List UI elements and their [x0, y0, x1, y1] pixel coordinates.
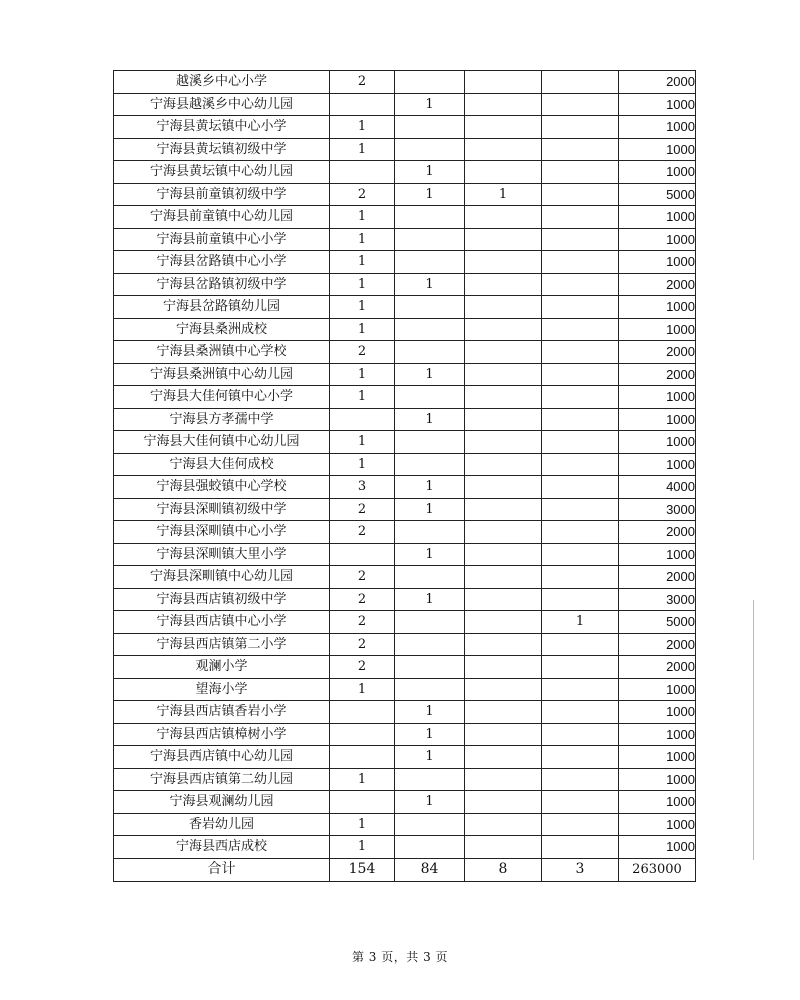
count-cell-2: 1: [395, 408, 465, 431]
school-name-cell: 宁海县西店镇樟树小学: [114, 723, 330, 746]
count-cell-3: [465, 363, 542, 386]
count-cell-1: 1: [330, 363, 395, 386]
amount-cell: 1000: [619, 723, 696, 746]
count-cell-4: [542, 363, 619, 386]
school-name-cell: 宁海县深甽镇初级中学: [114, 498, 330, 521]
table-row: [114, 521, 696, 544]
count-cell-4: [542, 251, 619, 274]
count-cell-3: [465, 521, 542, 544]
count-cell-3: [465, 296, 542, 319]
count-cell-3: [465, 566, 542, 589]
count-cell-1: [330, 161, 395, 184]
school-name-cell: 宁海县桑洲镇中心学校: [114, 341, 330, 364]
count-cell-4: [542, 71, 619, 94]
count-cell-2: [395, 521, 465, 544]
table-row: [114, 723, 696, 746]
table-row: [114, 498, 696, 521]
count-cell-4: [542, 701, 619, 724]
count-cell-4: [542, 588, 619, 611]
scan-edge-mark: [753, 600, 754, 860]
amount-cell: 1000: [619, 93, 696, 116]
count-cell-4: [542, 318, 619, 341]
count-cell-2: 1: [395, 498, 465, 521]
count-cell-3: [465, 476, 542, 499]
count-cell-1: [330, 408, 395, 431]
count-cell-2: [395, 206, 465, 229]
count-cell-1: 1: [330, 116, 395, 139]
amount-cell: 1000: [619, 318, 696, 341]
count-cell-3: [465, 656, 542, 679]
school-name-cell: 宁海县西店成校: [114, 836, 330, 859]
count-cell-1: 2: [330, 588, 395, 611]
count-cell-2: [395, 138, 465, 161]
count-cell-1: 2: [330, 71, 395, 94]
total-count-cell-4: 3: [542, 858, 619, 881]
count-cell-2: [395, 341, 465, 364]
count-cell-3: [465, 93, 542, 116]
table-row: [114, 701, 696, 724]
count-cell-4: [542, 116, 619, 139]
amount-cell: 1000: [619, 678, 696, 701]
school-name-cell: 宁海县岔路镇初级中学: [114, 273, 330, 296]
count-cell-3: [465, 71, 542, 94]
count-cell-3: [465, 588, 542, 611]
count-cell-4: [542, 93, 619, 116]
count-cell-3: [465, 431, 542, 454]
total-row: [114, 858, 696, 881]
count-cell-3: [465, 453, 542, 476]
count-cell-3: [465, 251, 542, 274]
count-cell-3: [465, 498, 542, 521]
total-count-cell-1: 154: [330, 858, 395, 881]
amount-cell: 1000: [619, 701, 696, 724]
count-cell-4: [542, 566, 619, 589]
school-name-cell: 宁海县观澜幼儿园: [114, 791, 330, 814]
count-cell-1: 3: [330, 476, 395, 499]
count-cell-4: [542, 476, 619, 499]
allocation-table: [113, 70, 696, 882]
school-name-cell: 宁海县西店镇中心小学: [114, 611, 330, 634]
school-name-cell: 宁海县前童镇中心小学: [114, 228, 330, 251]
count-cell-4: [542, 656, 619, 679]
school-name-cell: 宁海县桑洲成校: [114, 318, 330, 341]
count-cell-2: [395, 251, 465, 274]
count-cell-1: 2: [330, 521, 395, 544]
table-row: [114, 296, 696, 319]
count-cell-4: [542, 183, 619, 206]
count-cell-4: [542, 678, 619, 701]
school-name-cell: 宁海县大佳何镇中心幼儿园: [114, 431, 330, 454]
school-name-cell: 香岩幼儿园: [114, 813, 330, 836]
amount-cell: 1000: [619, 386, 696, 409]
amount-cell: 1000: [619, 206, 696, 229]
count-cell-1: 1: [330, 678, 395, 701]
count-cell-1: 1: [330, 273, 395, 296]
count-cell-4: [542, 746, 619, 769]
count-cell-1: 2: [330, 566, 395, 589]
amount-cell: 2000: [619, 521, 696, 544]
count-cell-4: [542, 296, 619, 319]
amount-cell: 1000: [619, 543, 696, 566]
count-cell-2: [395, 71, 465, 94]
count-cell-4: [542, 453, 619, 476]
table-row: [114, 611, 696, 634]
count-cell-1: 1: [330, 251, 395, 274]
school-name-cell: 宁海县西店镇第二小学: [114, 633, 330, 656]
school-name-cell: 宁海县西店镇中心幼儿园: [114, 746, 330, 769]
count-cell-1: 2: [330, 611, 395, 634]
school-name-cell: 宁海县前童镇中心幼儿园: [114, 206, 330, 229]
table-row: [114, 206, 696, 229]
count-cell-2: 1: [395, 183, 465, 206]
table-row: [114, 453, 696, 476]
count-cell-1: 1: [330, 431, 395, 454]
table-row: [114, 228, 696, 251]
count-cell-3: [465, 341, 542, 364]
amount-cell: 2000: [619, 273, 696, 296]
amount-cell: 1000: [619, 746, 696, 769]
count-cell-4: [542, 273, 619, 296]
count-cell-2: 1: [395, 273, 465, 296]
count-cell-1: 1: [330, 318, 395, 341]
count-cell-2: [395, 453, 465, 476]
total-amount-cell: 263000: [619, 858, 696, 881]
count-cell-3: [465, 768, 542, 791]
count-cell-4: [542, 431, 619, 454]
count-cell-4: [542, 768, 619, 791]
count-cell-3: [465, 746, 542, 769]
amount-cell: 4000: [619, 476, 696, 499]
count-cell-3: [465, 206, 542, 229]
count-cell-2: [395, 431, 465, 454]
count-cell-4: [542, 521, 619, 544]
count-cell-1: 1: [330, 296, 395, 319]
school-name-cell: 宁海县前童镇初级中学: [114, 183, 330, 206]
table-row: [114, 431, 696, 454]
total-count-cell-3: 8: [465, 858, 542, 881]
amount-cell: 2000: [619, 363, 696, 386]
amount-cell: 2000: [619, 71, 696, 94]
count-cell-2: [395, 768, 465, 791]
count-cell-1: 2: [330, 498, 395, 521]
count-cell-3: [465, 543, 542, 566]
count-cell-3: [465, 723, 542, 746]
count-cell-1: 2: [330, 341, 395, 364]
count-cell-2: [395, 318, 465, 341]
count-cell-2: 1: [395, 701, 465, 724]
count-cell-2: 1: [395, 476, 465, 499]
count-cell-4: [542, 138, 619, 161]
count-cell-4: [542, 161, 619, 184]
count-cell-3: [465, 116, 542, 139]
count-cell-2: 1: [395, 746, 465, 769]
count-cell-4: [542, 633, 619, 656]
count-cell-1: 2: [330, 656, 395, 679]
count-cell-1: [330, 746, 395, 769]
count-cell-1: 1: [330, 206, 395, 229]
amount-cell: 2000: [619, 656, 696, 679]
count-cell-2: 1: [395, 161, 465, 184]
school-name-cell: 观澜小学: [114, 656, 330, 679]
count-cell-1: 2: [330, 633, 395, 656]
table-row: [114, 161, 696, 184]
count-cell-1: [330, 723, 395, 746]
table-row: [114, 138, 696, 161]
school-name-cell: 宁海县黄坛镇中心幼儿园: [114, 161, 330, 184]
total-label-cell: 合计: [114, 858, 330, 881]
table-row: [114, 71, 696, 94]
school-name-cell: 宁海县大佳何镇中心小学: [114, 386, 330, 409]
table-row: [114, 678, 696, 701]
count-cell-1: 1: [330, 228, 395, 251]
count-cell-3: [465, 836, 542, 859]
amount-cell: 5000: [619, 183, 696, 206]
table-row: [114, 836, 696, 859]
school-name-cell: 宁海县大佳何成校: [114, 453, 330, 476]
count-cell-3: [465, 228, 542, 251]
school-name-cell: 宁海县深甽镇中心小学: [114, 521, 330, 544]
count-cell-1: 1: [330, 813, 395, 836]
count-cell-3: [465, 678, 542, 701]
table-row: [114, 566, 696, 589]
count-cell-3: [465, 161, 542, 184]
count-cell-4: [542, 543, 619, 566]
page-footer: 第 3 页，共 3 页: [351, 950, 449, 964]
amount-cell: 1000: [619, 408, 696, 431]
table-row: [114, 251, 696, 274]
school-name-cell: 宁海县深甽镇中心幼儿园: [114, 566, 330, 589]
count-cell-1: 1: [330, 836, 395, 859]
count-cell-1: 1: [330, 453, 395, 476]
count-cell-4: 1: [542, 611, 619, 634]
table-row: [114, 768, 696, 791]
count-cell-2: [395, 678, 465, 701]
amount-cell: 3000: [619, 588, 696, 611]
count-cell-1: 1: [330, 386, 395, 409]
table-row: [114, 633, 696, 656]
school-name-cell: 宁海县黄坛镇初级中学: [114, 138, 330, 161]
amount-cell: 1000: [619, 296, 696, 319]
count-cell-3: [465, 138, 542, 161]
count-cell-2: [395, 296, 465, 319]
count-cell-4: [542, 386, 619, 409]
count-cell-2: [395, 836, 465, 859]
table-row: [114, 791, 696, 814]
count-cell-4: [542, 723, 619, 746]
amount-cell: 1000: [619, 161, 696, 184]
count-cell-3: [465, 611, 542, 634]
school-name-cell: 宁海县深甽镇大里小学: [114, 543, 330, 566]
count-cell-3: [465, 701, 542, 724]
count-cell-3: [465, 273, 542, 296]
count-cell-2: 1: [395, 363, 465, 386]
amount-cell: 1000: [619, 813, 696, 836]
table-row: [114, 363, 696, 386]
table-row: [114, 588, 696, 611]
table-row: [114, 408, 696, 431]
table-row: [114, 341, 696, 364]
count-cell-1: 1: [330, 768, 395, 791]
count-cell-2: 1: [395, 93, 465, 116]
amount-cell: 1000: [619, 768, 696, 791]
amount-cell: 2000: [619, 566, 696, 589]
school-name-cell: 望海小学: [114, 678, 330, 701]
count-cell-1: 1: [330, 138, 395, 161]
table-row: [114, 116, 696, 139]
count-cell-2: [395, 611, 465, 634]
count-cell-3: [465, 791, 542, 814]
count-cell-2: 1: [395, 791, 465, 814]
count-cell-2: [395, 813, 465, 836]
school-name-cell: 宁海县岔路镇中心小学: [114, 251, 330, 274]
school-name-cell: 宁海县黄坛镇中心小学: [114, 116, 330, 139]
count-cell-4: [542, 498, 619, 521]
amount-cell: 1000: [619, 228, 696, 251]
count-cell-4: [542, 228, 619, 251]
count-cell-4: [542, 836, 619, 859]
table-row: [114, 386, 696, 409]
table-row: [114, 183, 696, 206]
table-row: [114, 318, 696, 341]
school-name-cell: 宁海县越溪乡中心幼儿园: [114, 93, 330, 116]
count-cell-1: [330, 701, 395, 724]
count-cell-1: 2: [330, 183, 395, 206]
amount-cell: 1000: [619, 836, 696, 859]
total-count-cell-2: 84: [395, 858, 465, 881]
table-row: [114, 813, 696, 836]
count-cell-2: [395, 386, 465, 409]
school-name-cell: 宁海县西店镇第二幼儿园: [114, 768, 330, 791]
table-row: [114, 476, 696, 499]
amount-cell: 1000: [619, 453, 696, 476]
table-row: [114, 746, 696, 769]
school-name-cell: 宁海县西店镇初级中学: [114, 588, 330, 611]
table-row: [114, 543, 696, 566]
count-cell-3: [465, 318, 542, 341]
count-cell-4: [542, 341, 619, 364]
count-cell-1: [330, 93, 395, 116]
school-name-cell: 宁海县桑洲镇中心幼儿园: [114, 363, 330, 386]
amount-cell: 1000: [619, 251, 696, 274]
count-cell-4: [542, 408, 619, 431]
count-cell-2: 1: [395, 543, 465, 566]
amount-cell: 1000: [619, 791, 696, 814]
amount-cell: 2000: [619, 633, 696, 656]
count-cell-4: [542, 813, 619, 836]
count-cell-3: [465, 386, 542, 409]
count-cell-1: [330, 543, 395, 566]
amount-cell: 3000: [619, 498, 696, 521]
count-cell-3: [465, 633, 542, 656]
amount-cell: 1000: [619, 116, 696, 139]
count-cell-2: 1: [395, 588, 465, 611]
table-body: [114, 71, 696, 882]
count-cell-2: [395, 228, 465, 251]
school-name-cell: 宁海县方孝孺中学: [114, 408, 330, 431]
count-cell-3: [465, 813, 542, 836]
table-row: [114, 656, 696, 679]
count-cell-2: [395, 656, 465, 679]
amount-cell: 5000: [619, 611, 696, 634]
school-name-cell: 宁海县西店镇香岩小学: [114, 701, 330, 724]
amount-cell: 1000: [619, 138, 696, 161]
count-cell-2: [395, 116, 465, 139]
count-cell-3: [465, 408, 542, 431]
count-cell-2: [395, 633, 465, 656]
amount-cell: 2000: [619, 341, 696, 364]
school-name-cell: 宁海县岔路镇幼儿园: [114, 296, 330, 319]
count-cell-4: [542, 206, 619, 229]
count-cell-2: 1: [395, 723, 465, 746]
count-cell-1: [330, 791, 395, 814]
amount-cell: 1000: [619, 431, 696, 454]
count-cell-3: 1: [465, 183, 542, 206]
table-row: [114, 93, 696, 116]
school-name-cell: 宁海县强蛟镇中心学校: [114, 476, 330, 499]
count-cell-2: [395, 566, 465, 589]
count-cell-4: [542, 791, 619, 814]
school-name-cell: 越溪乡中心小学: [114, 71, 330, 94]
table-row: [114, 273, 696, 296]
